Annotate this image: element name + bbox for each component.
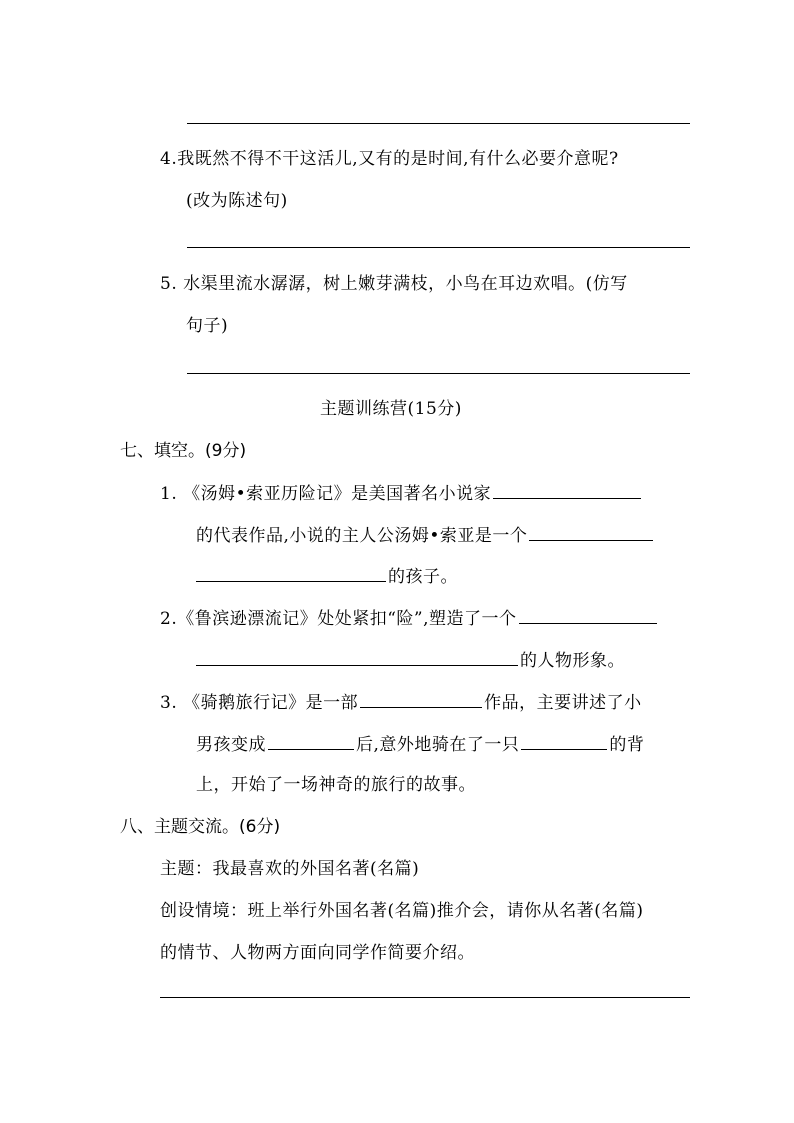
section-7-q1-text-c: 的孩子。 bbox=[388, 567, 458, 587]
section-8-scenario-a: 创设情境：班上举行外国名著(名篇)推介会，请你从名著(名篇) bbox=[160, 901, 644, 921]
question-4-instruction: (改为陈述句) bbox=[186, 191, 288, 211]
section-7-q2-line-a bbox=[160, 606, 659, 631]
section-7-q2-text-a: 2.《鲁滨逊漂流记》处处紧扣“险”,塑造了一个 bbox=[160, 609, 517, 629]
section-7-heading: 七、填空。(9分) bbox=[120, 441, 247, 461]
section-7-q3-text-b1: 男孩变成 bbox=[196, 735, 266, 755]
blank-genre[interactable] bbox=[360, 690, 482, 708]
section-8-theme: 主题：我最喜欢的外国名著(名篇) bbox=[160, 859, 420, 879]
section-7-q1-text-b: 的代表作品,小说的主人公汤姆•索亚是一个 bbox=[196, 526, 528, 546]
section-7-q2-line-b bbox=[196, 648, 625, 673]
section-7-q3-line-b bbox=[196, 732, 644, 757]
blank-character-b[interactable] bbox=[196, 564, 386, 582]
section-7-q3-text-b3: 的背 bbox=[609, 735, 645, 755]
answer-line-q5[interactable] bbox=[187, 373, 690, 374]
section-7-q3-text-a: 3. 《骑鹅旅行记》是一部 bbox=[160, 693, 359, 713]
section-7-q1-text-a: 1. 《汤姆•索亚历险记》是美国著名小说家 bbox=[160, 484, 492, 504]
answer-line-q3[interactable] bbox=[187, 123, 690, 124]
section-7-q1-line-c bbox=[196, 564, 458, 589]
section-7-q1-line-a bbox=[160, 481, 643, 506]
answer-line-q4[interactable] bbox=[187, 247, 690, 248]
section-7-q2-text-b: 的人物形象。 bbox=[520, 651, 625, 671]
blank-transform[interactable] bbox=[268, 732, 354, 750]
blank-character-a[interactable] bbox=[529, 523, 653, 541]
section-7-q3-text-b2: 后,意外地骑在了一只 bbox=[356, 735, 520, 755]
section-8-scenario-b: 的情节、人物两方面向同学作简要介绍。 bbox=[160, 943, 475, 963]
section-title: 主题训练营(15分) bbox=[320, 399, 462, 419]
blank-author[interactable] bbox=[493, 481, 641, 499]
answer-line-section-8[interactable] bbox=[160, 997, 690, 998]
section-7-q1-line-b bbox=[196, 523, 655, 548]
blank-image-b[interactable] bbox=[196, 648, 518, 666]
question-5-text: 5. 水渠里流水潺潺，树上嫩芽满枝，小鸟在耳边欢唱。(仿写 bbox=[160, 274, 628, 294]
blank-goose[interactable] bbox=[521, 732, 607, 750]
blank-image-a[interactable] bbox=[519, 606, 657, 624]
section-7-q3-text-a2: 作品，主要讲述了小 bbox=[484, 693, 642, 713]
section-7-q3-line-c: 上，开始了一场神奇的旅行的故事。 bbox=[196, 775, 476, 795]
question-4-text: 4.我既然不得不干这活儿,又有的是时间,有什么必要介意呢? bbox=[160, 149, 619, 169]
section-8-heading: 八、主题交流。(6分) bbox=[120, 817, 281, 837]
section-7-q3-line-a bbox=[160, 690, 642, 715]
question-5-instruction: 句子) bbox=[186, 316, 229, 336]
